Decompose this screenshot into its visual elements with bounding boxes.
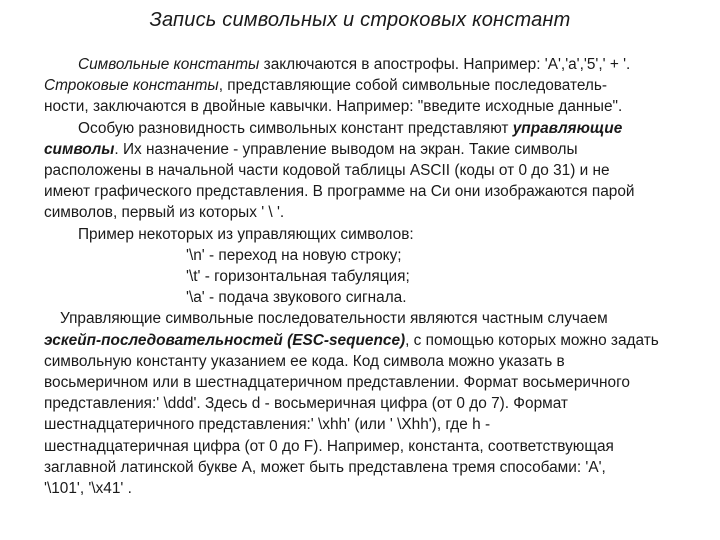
example-item: '\a' - подача звукового сигнала.: [186, 289, 407, 307]
text-fragment: Особую разновидность символьных констант представляют: [78, 119, 513, 137]
text-line: представления:' \ddd'. Здесь d - восьмеричная цифра (от 0 до 7). Формат: [44, 395, 568, 413]
text-line: расположены в начальной части кодовой таблицы ASCII (коды от 0 до 31) и не: [44, 162, 610, 180]
text-line: шестнадцатеричная цифра (от 0 до F). Например, константа, соответствующая: [44, 437, 614, 455]
text-line: [44, 118, 684, 139]
text-line: заглавной латинской букве А, может быть представлена тремя способами: 'A',: [44, 458, 606, 476]
term-control-characters: управляющие: [512, 119, 623, 137]
term-string-constants: Строковые константы: [44, 77, 219, 95]
body-text: [44, 54, 684, 499]
text-line: [44, 330, 684, 351]
text-line: ности, заключаются в двойные кавычки. Например: "введите исходные данные".: [44, 98, 623, 116]
examples-intro: Пример некоторых из управляющих символов:: [78, 225, 414, 243]
text-line: символьную константу указанием ее кода. Код символа можно указать в: [44, 352, 565, 370]
text-line: восьмеричном или в шестнадцатеричном представлении. Формат восьмеричного: [44, 374, 630, 392]
text-line: символов, первый из которых ' \ '.: [44, 204, 285, 222]
example-item: '\n' - переход на новую строку;: [186, 246, 402, 264]
text-fragment: , представляющие собой символьные последователь-: [218, 77, 608, 95]
text-line: имеют графического представления. В программе на Си они изображаются парой: [44, 183, 635, 201]
term-esc-sequences: эскейп-последовательностей (ESC-sequence): [44, 331, 406, 349]
text-line: [44, 54, 684, 75]
text-fragment: , с помощью которых можно задать: [405, 331, 659, 349]
text-line: Управляющие символьные последовательности являются частным случаем: [60, 310, 608, 328]
example-item: '\t' - горизонтальная табуляция;: [186, 268, 410, 286]
text-line: [44, 139, 684, 160]
text-line: шестнадцатеричного представления:' \xhh' (или ' \Xhh'), где h -: [44, 416, 491, 434]
page-title: Запись символьных и строковых констант: [149, 9, 571, 31]
term-character-constants: Символьные константы: [78, 56, 260, 73]
term-control-characters-cont: символы: [44, 140, 115, 158]
text-line: [44, 75, 684, 96]
text-fragment: . Их назначение - управление выводом на экран. Такие символы: [114, 140, 578, 158]
text-line: '\101', '\x41' .: [44, 480, 132, 498]
text-fragment: заключаются в апострофы. Например: 'A','a','5',' + '.: [259, 56, 631, 73]
